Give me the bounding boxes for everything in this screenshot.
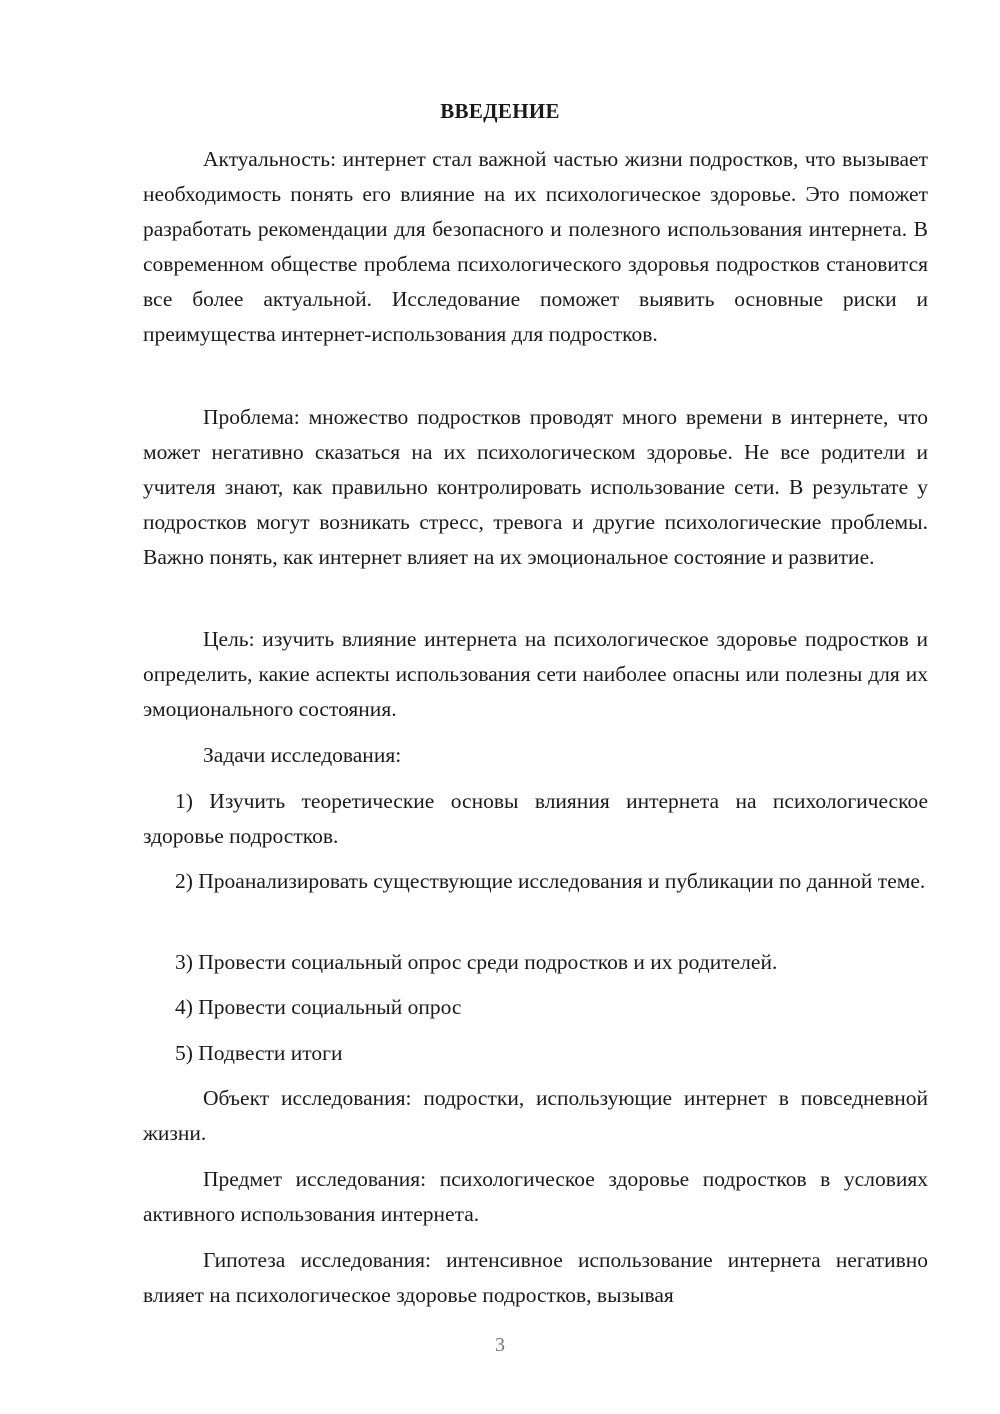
paragraph-subject: Предмет исследования: психологическое здоровье подростков в условиях активного использования интернета. <box>143 1167 928 1226</box>
tasks-heading: Задачи исследования: <box>203 743 402 767</box>
task-item-3: 3) Провести социальный опрос среди подростков и их родителей. <box>175 950 778 974</box>
task-item-2: 2) Проанализировать существующие исследования и публикации по данной теме. <box>175 869 926 893</box>
task-item-5: 5) Подвести итоги <box>175 1041 343 1065</box>
task-item-4: 4) Провести социальный опрос <box>175 995 462 1019</box>
paragraph-problem: Проблема: множество подростков проводят много времени в интернете, что может негативно сказаться на их психологическом здоровье. Не все родители и учителя знают, как правильно контролировать использование сети. В результате у подростков могут возникать стресс, тревога и другие психологические проблемы. Важно понять, как интернет влияет на их эмоциональное состояние и развитие. <box>143 405 928 569</box>
page-number: 3 <box>495 1334 505 1356</box>
task-item-1: 1) Изучить теоретические основы влияния интернета на психологическое здоровье подростков. <box>143 789 928 848</box>
paragraph-hypothesis: Гипотеза исследования: интенсивное использование интернета негативно влияет на психологическое здоровье подростков, вызывая <box>143 1248 928 1307</box>
paragraph-goal: Цель: изучить влияние интернета на психологическое здоровье подростков и определить, какие аспекты использования сети наиболее опасны или полезны для их эмоционального состояния. <box>143 627 928 721</box>
paragraph-object: Объект исследования: подростки, использующие интернет в повседневной жизни. <box>143 1086 928 1145</box>
paragraph-relevance: Актуальность: интернет стал важной частью жизни подростков, что вызывает необходимость понять его влияние на их психологическое здоровье. Это поможет разработать рекомендации для безопасного и полезного использования интернета. В современном обществе проблема психологического здоровья подростков становится все более актуальной. Исследование поможет выявить основные риски и преимущества интернет-использования для подростков. <box>143 147 928 346</box>
page-title: ВВЕДЕНИЕ <box>440 99 560 123</box>
